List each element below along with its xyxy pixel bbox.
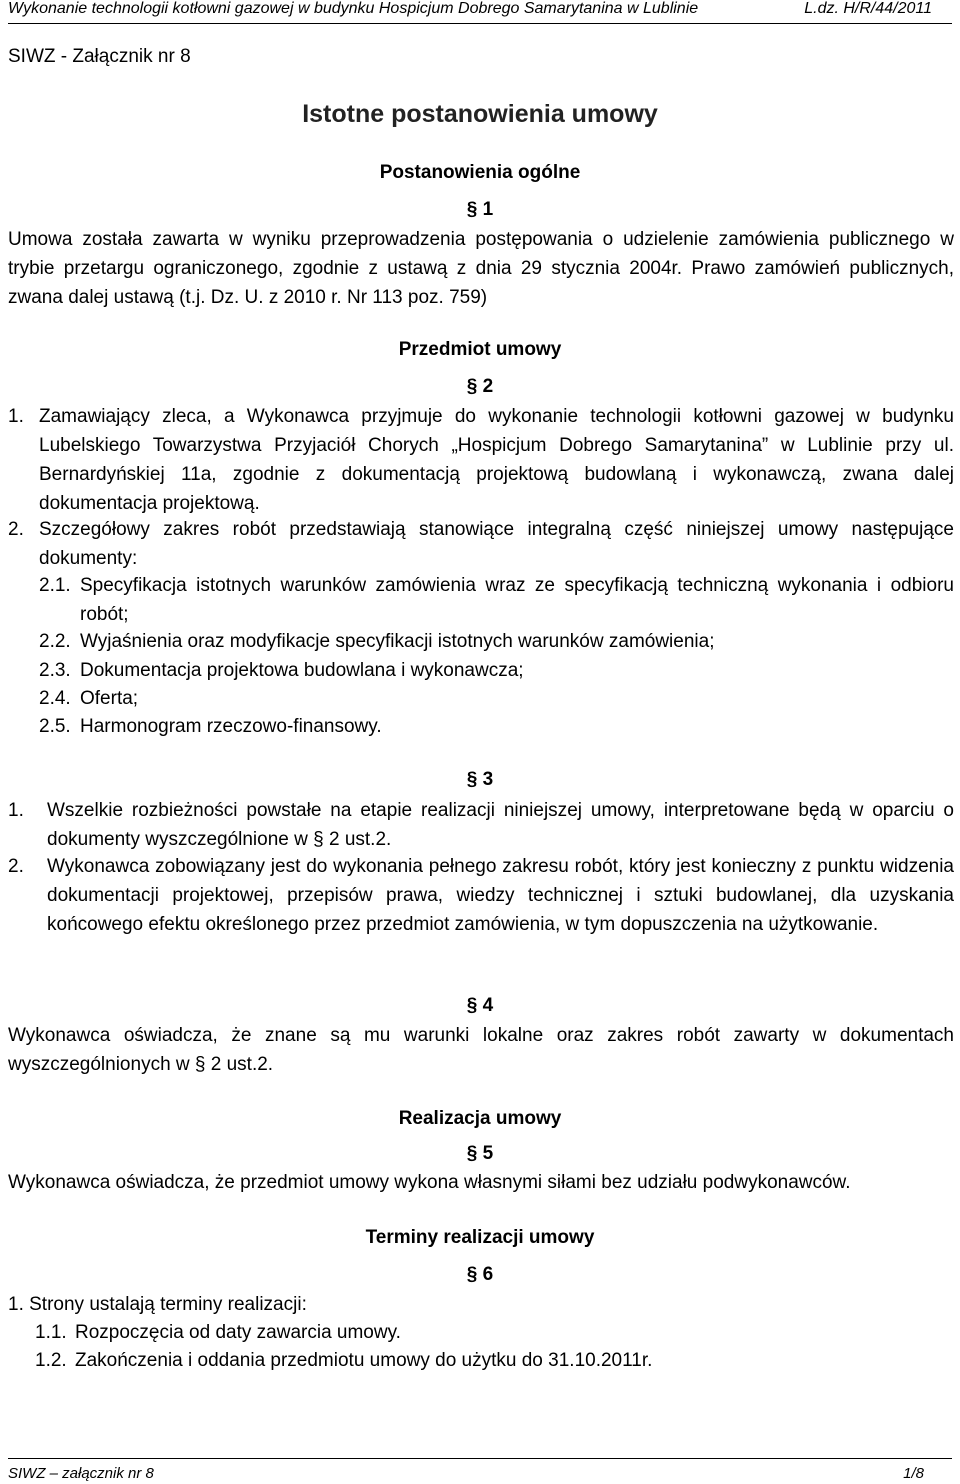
page-number: 1/8: [903, 1465, 924, 1482]
point-text: Zamawiający zleca, a Wykonawca przyjmuje do wykonanie technologii kotłowni gazowej w budynku Lubelskiego Towarzystwa Przyjaciół Chorych „Hospicjum Dobrego Samarytanina” w Lublinie przy ul. Bernardyńskiej 11a, zgodnie z dokumentacją projektową budowlaną i wykonawczą, zwana dalej dokumentacja projektową.: [39, 406, 954, 514]
section-5-marker: § 5: [466, 1143, 494, 1164]
heading-general: Postanowienia ogólne: [379, 162, 581, 183]
document-title: Istotne postanowienia umowy: [302, 100, 658, 128]
section-4-text: Wykonawca oświadcza, że znane są mu warunki lokalne oraz zakres robót zawarty w dokumentach wyszczególnionych w § 2 ust.2.: [8, 1025, 954, 1075]
item-text: Zakończenia i oddania przedmiotu umowy do użytku do 31.10.2011r.: [75, 1350, 653, 1371]
item-number: 2.5.: [39, 716, 71, 737]
section-2-marker: § 2: [466, 376, 494, 397]
page-header: [8, 0, 952, 24]
item-number: 2.3.: [39, 660, 71, 681]
page-footer: [8, 1458, 952, 1482]
header-reference: L.dz. H/R/44/2011: [804, 0, 932, 17]
item-text: Specyfikacja istotnych warunków zamówienia wraz ze specyfikacją techniczną wykonania i odbioru robót;: [80, 575, 954, 625]
item-number: 1.2.: [35, 1350, 67, 1371]
item-text: Rozpoczęcia od daty zawarcia umowy.: [75, 1322, 401, 1343]
section-3-marker: § 3: [466, 769, 494, 790]
point-text: Wszelkie rozbieżności powstałe na etapie realizacji niniejszej umowy, interpretowane będą w oparciu o dokumenty wyszczególnione w § 2 ust.2.: [47, 800, 954, 850]
section-2-point-2: [8, 515, 954, 573]
heading-realization: Realizacja umowy: [398, 1108, 562, 1129]
section-2-point-1: [8, 402, 954, 518]
section-5-text: Wykonawca oświadcza, że przedmiot umowy wykona własnymi siłami bez udziału podwykonawców.: [8, 1172, 851, 1193]
header-title: Wykonanie technologii kotłowni gazowej w budynku Hospicjum Dobrego Samarytanina w Lublinie: [8, 0, 699, 17]
section-3-point-1: [8, 796, 954, 854]
section-6-item: [35, 1346, 954, 1375]
section-3-point-2: [8, 852, 954, 939]
point-text: Szczegółowy zakres robót przedstawiają stanowiące integralną część niniejszej umowy następujące dokumenty:: [39, 519, 954, 569]
section-2-item: [39, 656, 954, 685]
item-text: Harmonogram rzeczowo-finansowy.: [80, 716, 382, 737]
annex-label: SIWZ - Załącznik nr 8: [8, 46, 191, 67]
point-number: 1.: [8, 800, 24, 821]
section-4-marker: § 4: [466, 995, 494, 1016]
item-text: Dokumentacja projektowa budowlana i wykonawcza;: [80, 660, 524, 681]
section-2-item: [39, 571, 954, 629]
footer-label: SIWZ – załącznik nr 8: [8, 1465, 154, 1482]
item-number: 1.1.: [35, 1322, 67, 1343]
item-text: Wyjaśnienia oraz modyfikacje specyfikacji istotnych warunków zamówienia;: [80, 631, 715, 652]
point-number: 2.: [8, 856, 24, 877]
section-2-item: [39, 684, 954, 713]
section-2-item: [39, 627, 954, 656]
section-6-item: [35, 1318, 954, 1347]
heading-terms: Terminy realizacji umowy: [365, 1227, 595, 1248]
heading-subject: Przedmiot umowy: [398, 339, 562, 360]
item-number: 2.2.: [39, 631, 71, 652]
point-text: Wykonawca zobowiązany jest do wykonania pełnego zakresu robót, który jest konieczny z punktu widzenia dokumentacji projektowej, przepisów prawa, wiedzy technicznej i sztuki budowlanej, dla uzyskania końcowego efektu określonego przez przedmiot zamówienia, w tym dopuszczenia na użytkowanie.: [47, 856, 954, 935]
item-number: 2.4.: [39, 688, 71, 709]
item-text: Oferta;: [80, 688, 139, 709]
section-1-marker: § 1: [466, 199, 494, 220]
point-number: 2.: [8, 519, 24, 540]
section-6-point-1: 1. Strony ustalają terminy realizacji:: [8, 1294, 307, 1315]
point-number: 1.: [8, 406, 24, 427]
section-6-marker: § 6: [466, 1264, 494, 1285]
section-2-item: [39, 712, 954, 741]
section-1-text: Umowa została zawarta w wyniku przeprowadzenia postępowania o udzielenie zamówienia publicznego w trybie przetargu ograniczonego, zgodnie z ustawą z dnia 29 stycznia 2004r. Prawo zamówień publicznych, zwana dalej ustawą (t.j. Dz. U. z 2010 r. Nr 113 poz. 759): [8, 229, 954, 308]
item-number: 2.1.: [39, 575, 71, 596]
